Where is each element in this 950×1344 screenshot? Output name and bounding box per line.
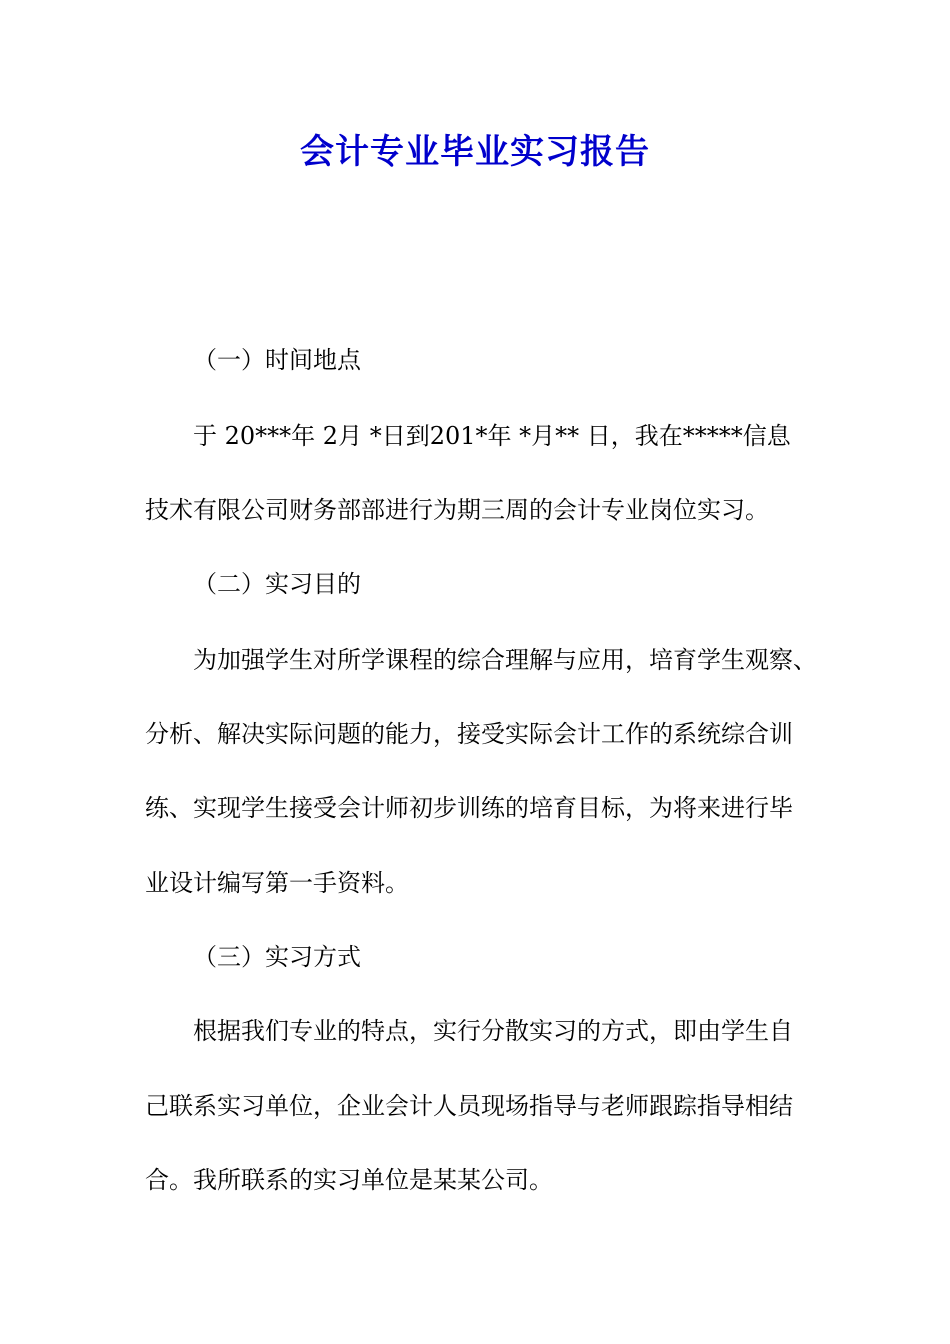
paragraph-line: 于 20***年 2月 *日到201*年 *月** 日，我在*****信息 (193, 422, 791, 450)
section-heading-method: （三）实习方式 (193, 943, 361, 971)
paragraph-line: 技术有限公司财务部部进行为期三周的会计专业岗位实习。 (145, 496, 769, 524)
document-title: 会计专业毕业实习报告 (300, 132, 650, 172)
section-heading-time-place: （一）时间地点 (193, 346, 361, 374)
paragraph-line: 合。我所联系的实习单位是某某公司。 (145, 1166, 553, 1194)
paragraph-line: 根据我们专业的特点，实行分散实习的方式，即由学生自 (193, 1017, 793, 1045)
section-heading-purpose: （二）实习目的 (193, 570, 361, 598)
paragraph-line: 为加强学生对所学课程的综合理解与应用，培育学生观察、 (193, 646, 817, 674)
paragraph-line: 练、实现学生接受会计师初步训练的培育目标，为将来进行毕 (145, 794, 793, 822)
paragraph-line: 业设计编写第一手资料。 (145, 869, 409, 897)
paragraph-line: 分析、解决实际问题的能力，接受实际会计工作的系统综合训 (145, 720, 793, 748)
paragraph-line: 己联系实习单位，企业会计人员现场指导与老师跟踪指导相结 (145, 1092, 793, 1120)
